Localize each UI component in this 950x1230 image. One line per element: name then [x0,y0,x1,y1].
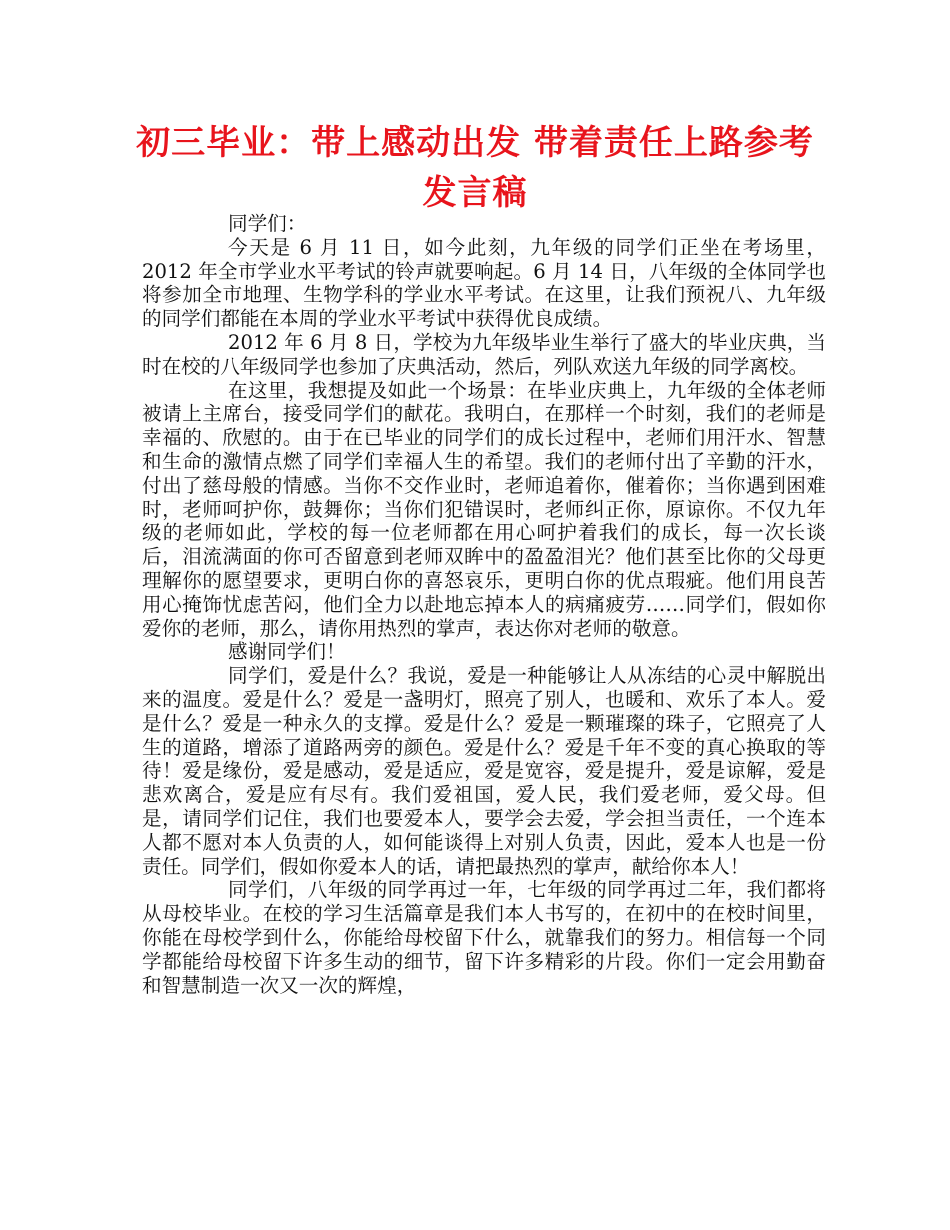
document-title: 初三毕业：带上感动出发 带着责任上路参考发言稿 [136,123,814,213]
document-body [142,212,826,997]
body-paragraph: 2012 年 6 月 8 日，学校为九年级毕业生举行了盛大的毕业庆典，当时在校的八年级同学也参加了庆典活动，然后，列队欢送九年级的同学离校。 [142,330,826,378]
body-paragraph: 同学们，八年级的同学再过一年，七年级的同学再过二年，我们都将从母校毕业。在校的学习生活篇章是我们本人书写的，在初中的在校时间里，你能在母校学到什么，你能给母校留下什么，就靠我们的努力。相信每一个同学都能给母校留下许多生动的细节，留下许多精彩的片段。你们一定会用勤奋和智慧制造一次又一次的辉煌， [142,878,826,997]
salutation-paragraph: 同学们： [228,212,307,235]
body-paragraph: 今天是 6 月 11 日，如今此刻，九年级的同学们正坐在考场里，2012 年全市学业水平考试的铃声就要响起。6 月 14 日，八年级的全体同学也将参加全市地理、生物学科的学业水平考试。在这里，让我们预祝八、九年级的同学们都能在本周的学业水平考试中获得优良成绩。 [142,235,826,331]
body-paragraph: 同学们，爱是什么？我说，爱是一种能够让人从冻结的心灵中解脱出来的温度。爱是什么？爱是一盏明灯，照亮了别人，也暖和、欢乐了本人。爱是什么？爱是一种永久的支撑。爱是什么？爱是一颗璀璨的珠子，它照亮了人生的道路，增添了道路两旁的颜色。爱是什么？爱是千年不变的真心换取的等待！爱是缘份，爱是感动，爱是适应，爱是宽容，爱是提升，爱是谅解，爱是悲欢离合，爱是应有尽有。我们爱祖国，爱人民，我们爱老师，爱父母。但是，请同学们记住，我们也要爱本人，要学会去爱，学会担当责任，一个连本人都不愿对本人负责的人，如何能谈得上对别人负责，因此，爱本人也是一份责任。同学们，假如你爱本人的话，请把最热烈的掌声，献给你本人！ [142,664,826,878]
body-paragraph: 在这里，我想提及如此一个场景：在毕业庆典上，九年级的全体老师被请上主席台，接受同学们的献花。我明白，在那样一个时刻，我们的老师是幸福的、欣慰的。由于在已毕业的同学们的成长过程中，老师们用汗水、智慧和生命的激情点燃了同学们幸福人生的希望。我们的老师付出了辛勤的汗水，付出了慈母般的情感。当你不交作业时，老师追着你，催着你；当你遇到困难时，老师呵护你，鼓舞你；当你们犯错误时，老师纠正你，原谅你。不仅九年级的老师如此，学校的每一位老师都在用心呵护着我们的成长，每一次长谈后，泪流满面的你可否留意到老师双眸中的盈盈泪光？他们甚至比你的父母更理解你的愿望要求，更明白你的喜怒哀乐，更明白你的优点瑕疵。他们用良苦用心掩饰忧虑苦闷，他们全力以赴地忘掉本人的病痛疲劳……同学们，假如你爱你的老师，那么，请你用热烈的掌声，表达你对老师的敬意。 [142,378,826,640]
body-paragraph: 感谢同学们！ [228,640,346,664]
